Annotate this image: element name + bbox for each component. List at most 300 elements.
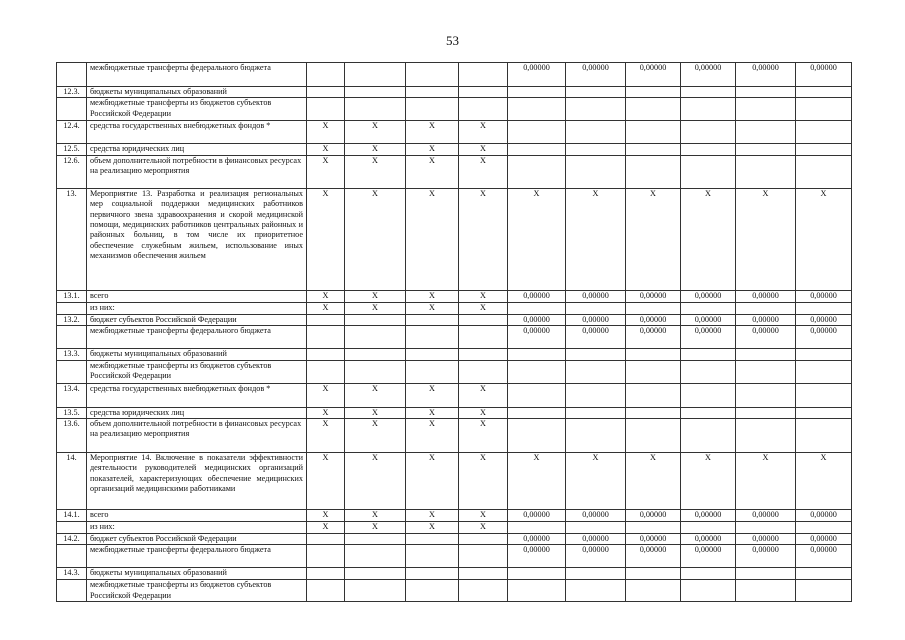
table-row [57, 87, 852, 98]
row-description: межбюджетные трансферты федерального бюджета [87, 545, 307, 568]
row-description: межбюджетные трансферты федерального бюджета [87, 63, 307, 87]
indicator-cell-2: X [345, 121, 406, 144]
table-row [57, 580, 852, 602]
indicator-cell-2: X [345, 302, 406, 314]
table-row [57, 290, 852, 302]
value-cell-5 [508, 383, 566, 407]
value-cell-10 [796, 360, 852, 383]
value-cell-9 [736, 155, 796, 188]
value-cell-9: 0,00000 [736, 545, 796, 568]
value-cell-9: 0,00000 [736, 510, 796, 522]
indicator-cell-4 [459, 314, 508, 325]
indicator-cell-3: X [406, 510, 459, 522]
value-cell-10: 0,00000 [796, 510, 852, 522]
value-cell-10 [796, 383, 852, 407]
value-cell-6: 0,00000 [566, 326, 626, 349]
value-cell-6 [566, 144, 626, 155]
value-cell-8 [681, 144, 736, 155]
indicator-cell-4: X [459, 383, 508, 407]
indicator-cell-1: X [307, 302, 345, 314]
value-cell-6 [566, 419, 626, 453]
value-cell-7 [626, 407, 681, 418]
indicator-cell-4: X [459, 453, 508, 510]
indicator-cell-2 [345, 63, 406, 87]
indicator-cell-1 [307, 534, 345, 545]
value-cell-5: 0,00000 [508, 510, 566, 522]
indicator-cell-4 [459, 63, 508, 87]
value-cell-10 [796, 98, 852, 121]
value-cell-8 [681, 580, 736, 602]
table-row [57, 407, 852, 418]
value-cell-7: X [626, 188, 681, 290]
value-cell-7: 0,00000 [626, 314, 681, 325]
indicator-cell-4: X [459, 144, 508, 155]
indicator-cell-4: X [459, 407, 508, 418]
value-cell-9 [736, 121, 796, 144]
indicator-cell-3 [406, 568, 459, 580]
indicator-cell-2: X [345, 290, 406, 302]
value-cell-8: 0,00000 [681, 314, 736, 325]
value-cell-8 [681, 302, 736, 314]
value-cell-7 [626, 383, 681, 407]
row-description: из них: [87, 522, 307, 534]
value-cell-6 [566, 302, 626, 314]
value-cell-7: 0,00000 [626, 326, 681, 349]
indicator-cell-2 [345, 580, 406, 602]
row-description: Мероприятие 13. Разработка и реализация региональных мер социальной поддержки медицинских работников первичного звена здравоохранения и скорой медицинской помощи, медицинских работников центральных районных и районных больниц, в том числе их приоритетное обеспечение служебным жильем, использование иных механизмов обеспечения жильем [87, 188, 307, 290]
row-number [57, 302, 87, 314]
indicator-cell-4 [459, 580, 508, 602]
table-row [57, 419, 852, 453]
value-cell-8 [681, 98, 736, 121]
table-row [57, 545, 852, 568]
value-cell-5: 0,00000 [508, 326, 566, 349]
table-row [57, 326, 852, 349]
value-cell-10 [796, 121, 852, 144]
indicator-cell-1: X [307, 290, 345, 302]
indicator-cell-2: X [345, 522, 406, 534]
indicator-cell-3 [406, 326, 459, 349]
value-cell-9 [736, 419, 796, 453]
value-cell-7: X [626, 453, 681, 510]
value-cell-7 [626, 144, 681, 155]
value-cell-7 [626, 98, 681, 121]
value-cell-6: 0,00000 [566, 534, 626, 545]
row-number [57, 63, 87, 87]
indicator-cell-3 [406, 534, 459, 545]
value-cell-9 [736, 349, 796, 360]
value-cell-9 [736, 302, 796, 314]
indicator-cell-4: X [459, 121, 508, 144]
value-cell-9 [736, 580, 796, 602]
indicator-cell-4 [459, 568, 508, 580]
table-row [57, 314, 852, 325]
value-cell-5: 0,00000 [508, 290, 566, 302]
row-description: всего [87, 510, 307, 522]
value-cell-5: 0,00000 [508, 63, 566, 87]
indicator-cell-1: X [307, 407, 345, 418]
value-cell-6: 0,00000 [566, 63, 626, 87]
value-cell-5 [508, 349, 566, 360]
value-cell-9: 0,00000 [736, 534, 796, 545]
row-description: объем дополнительной потребности в финансовых ресурсах на реализацию мероприятия [87, 419, 307, 453]
indicator-cell-2 [345, 314, 406, 325]
indicator-cell-2 [345, 360, 406, 383]
value-cell-7 [626, 302, 681, 314]
indicator-cell-2: X [345, 453, 406, 510]
row-number: 13.5. [57, 407, 87, 418]
indicator-cell-2 [345, 545, 406, 568]
value-cell-10 [796, 155, 852, 188]
value-cell-6: 0,00000 [566, 510, 626, 522]
row-number [57, 326, 87, 349]
indicator-cell-1: X [307, 510, 345, 522]
value-cell-5 [508, 522, 566, 534]
value-cell-9 [736, 98, 796, 121]
value-cell-6 [566, 568, 626, 580]
table-row [57, 188, 852, 290]
value-cell-6: 0,00000 [566, 314, 626, 325]
row-description: бюджет субъектов Российской Федерации [87, 534, 307, 545]
value-cell-8: 0,00000 [681, 63, 736, 87]
indicator-cell-3: X [406, 522, 459, 534]
indicator-cell-4 [459, 534, 508, 545]
value-cell-8 [681, 349, 736, 360]
value-cell-7 [626, 522, 681, 534]
indicator-cell-3: X [406, 383, 459, 407]
value-cell-10 [796, 302, 852, 314]
value-cell-7: 0,00000 [626, 534, 681, 545]
value-cell-6 [566, 87, 626, 98]
indicator-cell-1: X [307, 188, 345, 290]
table-row [57, 349, 852, 360]
indicator-cell-1 [307, 87, 345, 98]
indicator-cell-4: X [459, 302, 508, 314]
indicator-cell-2 [345, 534, 406, 545]
value-cell-9 [736, 87, 796, 98]
value-cell-5: X [508, 188, 566, 290]
row-description: объем дополнительной потребности в финансовых ресурсах на реализацию мероприятия [87, 155, 307, 188]
indicator-cell-1 [307, 580, 345, 602]
value-cell-9 [736, 360, 796, 383]
row-description: межбюджетные трансферты из бюджетов субъектов Российской Федерации [87, 580, 307, 602]
indicator-cell-3: X [406, 155, 459, 188]
indicator-cell-3: X [406, 188, 459, 290]
value-cell-5 [508, 360, 566, 383]
row-description: бюджет субъектов Российской Федерации [87, 314, 307, 325]
indicator-cell-4: X [459, 419, 508, 453]
page-number: 53 [446, 33, 459, 48]
row-description: бюджеты муниципальных образований [87, 349, 307, 360]
value-cell-10: X [796, 453, 852, 510]
indicator-cell-4 [459, 98, 508, 121]
value-cell-9: X [736, 453, 796, 510]
row-number: 13. [57, 188, 87, 290]
value-cell-5: 0,00000 [508, 314, 566, 325]
value-cell-5 [508, 568, 566, 580]
value-cell-10: 0,00000 [796, 63, 852, 87]
value-cell-5: 0,00000 [508, 545, 566, 568]
row-description: бюджеты муниципальных образований [87, 87, 307, 98]
indicator-cell-4: X [459, 510, 508, 522]
value-cell-7: 0,00000 [626, 545, 681, 568]
indicator-cell-3: X [406, 407, 459, 418]
value-cell-5 [508, 419, 566, 453]
indicator-cell-4 [459, 326, 508, 349]
indicator-cell-3 [406, 63, 459, 87]
indicator-cell-3 [406, 580, 459, 602]
value-cell-10 [796, 349, 852, 360]
indicator-cell-2: X [345, 144, 406, 155]
indicator-cell-1: X [307, 419, 345, 453]
indicator-cell-2: X [345, 188, 406, 290]
value-cell-7: 0,00000 [626, 510, 681, 522]
value-cell-6 [566, 407, 626, 418]
indicator-cell-2: X [345, 510, 406, 522]
indicator-cell-3: X [406, 144, 459, 155]
value-cell-5 [508, 144, 566, 155]
value-cell-7 [626, 580, 681, 602]
value-cell-9 [736, 144, 796, 155]
value-cell-8 [681, 522, 736, 534]
value-cell-8: 0,00000 [681, 326, 736, 349]
value-cell-6 [566, 349, 626, 360]
value-cell-7 [626, 568, 681, 580]
indicator-cell-1 [307, 360, 345, 383]
indicator-cell-1 [307, 545, 345, 568]
value-cell-5 [508, 580, 566, 602]
value-cell-6: 0,00000 [566, 545, 626, 568]
value-cell-9 [736, 407, 796, 418]
value-cell-10: 0,00000 [796, 290, 852, 302]
value-cell-10 [796, 87, 852, 98]
indicator-cell-1 [307, 349, 345, 360]
indicator-cell-1: X [307, 121, 345, 144]
indicator-cell-1 [307, 98, 345, 121]
row-number: 14.2. [57, 534, 87, 545]
indicator-cell-1: X [307, 522, 345, 534]
value-cell-8 [681, 419, 736, 453]
row-description: межбюджетные трансферты из бюджетов субъектов Российской Федерации [87, 98, 307, 121]
value-cell-7 [626, 360, 681, 383]
indicator-cell-1 [307, 63, 345, 87]
row-number: 12.6. [57, 155, 87, 188]
indicator-cell-3 [406, 314, 459, 325]
value-cell-5 [508, 155, 566, 188]
value-cell-6 [566, 98, 626, 121]
table-row [57, 534, 852, 545]
budget-table [56, 62, 852, 602]
indicator-cell-2: X [345, 407, 406, 418]
value-cell-5 [508, 121, 566, 144]
value-cell-8: X [681, 188, 736, 290]
value-cell-7 [626, 349, 681, 360]
value-cell-8 [681, 383, 736, 407]
indicator-cell-1: X [307, 155, 345, 188]
row-description: межбюджетные трансферты федерального бюджета [87, 326, 307, 349]
value-cell-10: 0,00000 [796, 314, 852, 325]
value-cell-6 [566, 522, 626, 534]
row-description: Мероприятие 14. Включение в показатели эффективности деятельности руководителей медицинских организаций показателей, характеризующих обеспечение медицинских организаций медицинскими работниками [87, 453, 307, 510]
value-cell-10 [796, 144, 852, 155]
indicator-cell-2 [345, 87, 406, 98]
value-cell-8 [681, 87, 736, 98]
value-cell-8: 0,00000 [681, 534, 736, 545]
row-number: 13.4. [57, 383, 87, 407]
value-cell-8: 0,00000 [681, 545, 736, 568]
row-number [57, 580, 87, 602]
indicator-cell-4 [459, 545, 508, 568]
row-number: 13.1. [57, 290, 87, 302]
value-cell-10: 0,00000 [796, 326, 852, 349]
indicator-cell-3 [406, 87, 459, 98]
indicator-cell-3: X [406, 419, 459, 453]
indicator-cell-4: X [459, 522, 508, 534]
value-cell-7 [626, 87, 681, 98]
indicator-cell-2: X [345, 383, 406, 407]
indicator-cell-4 [459, 360, 508, 383]
table-row [57, 155, 852, 188]
value-cell-10 [796, 568, 852, 580]
value-cell-8 [681, 407, 736, 418]
indicator-cell-3 [406, 349, 459, 360]
value-cell-5 [508, 407, 566, 418]
indicator-cell-1 [307, 568, 345, 580]
indicator-cell-2 [345, 568, 406, 580]
row-description: средства юридических лиц [87, 144, 307, 155]
indicator-cell-1: X [307, 383, 345, 407]
row-description: средства государственных внебюджетных фондов * [87, 121, 307, 144]
value-cell-9: 0,00000 [736, 290, 796, 302]
row-description: из них: [87, 302, 307, 314]
indicator-cell-1: X [307, 453, 345, 510]
value-cell-5 [508, 87, 566, 98]
value-cell-7 [626, 419, 681, 453]
value-cell-10 [796, 522, 852, 534]
value-cell-7: 0,00000 [626, 290, 681, 302]
indicator-cell-1: X [307, 144, 345, 155]
value-cell-6 [566, 360, 626, 383]
value-cell-9 [736, 522, 796, 534]
row-number: 14. [57, 453, 87, 510]
value-cell-6 [566, 155, 626, 188]
table-row [57, 121, 852, 144]
row-number: 13.3. [57, 349, 87, 360]
value-cell-10: 0,00000 [796, 545, 852, 568]
value-cell-8 [681, 360, 736, 383]
value-cell-8 [681, 568, 736, 580]
indicator-cell-3: X [406, 453, 459, 510]
table-row [57, 302, 852, 314]
value-cell-9 [736, 383, 796, 407]
indicator-cell-1 [307, 326, 345, 349]
row-description: всего [87, 290, 307, 302]
indicator-cell-4 [459, 87, 508, 98]
row-description: средства юридических лиц [87, 407, 307, 418]
indicator-cell-4: X [459, 155, 508, 188]
indicator-cell-3 [406, 360, 459, 383]
row-number [57, 522, 87, 534]
row-number [57, 545, 87, 568]
value-cell-6: X [566, 188, 626, 290]
value-cell-7 [626, 155, 681, 188]
value-cell-8 [681, 155, 736, 188]
indicator-cell-4: X [459, 188, 508, 290]
value-cell-10: 0,00000 [796, 534, 852, 545]
value-cell-5 [508, 302, 566, 314]
indicator-cell-4: X [459, 290, 508, 302]
value-cell-6 [566, 580, 626, 602]
row-number: 13.6. [57, 419, 87, 453]
row-description: средства государственных внебюджетных фондов * [87, 383, 307, 407]
value-cell-9: 0,00000 [736, 314, 796, 325]
table-row [57, 383, 852, 407]
value-cell-10 [796, 407, 852, 418]
indicator-cell-3 [406, 545, 459, 568]
indicator-cell-2: X [345, 419, 406, 453]
indicator-cell-2: X [345, 155, 406, 188]
value-cell-9: 0,00000 [736, 326, 796, 349]
value-cell-5 [508, 98, 566, 121]
value-cell-7 [626, 121, 681, 144]
value-cell-5: 0,00000 [508, 534, 566, 545]
row-number: 12.3. [57, 87, 87, 98]
table-row [57, 453, 852, 510]
table-row [57, 568, 852, 580]
table-row [57, 510, 852, 522]
table-row [57, 522, 852, 534]
value-cell-6: 0,00000 [566, 290, 626, 302]
value-cell-8: X [681, 453, 736, 510]
row-description: межбюджетные трансферты из бюджетов субъектов Российской Федерации [87, 360, 307, 383]
row-number: 13.2. [57, 314, 87, 325]
value-cell-7: 0,00000 [626, 63, 681, 87]
value-cell-10 [796, 580, 852, 602]
indicator-cell-3: X [406, 302, 459, 314]
value-cell-10: X [796, 188, 852, 290]
row-description: бюджеты муниципальных образований [87, 568, 307, 580]
value-cell-6 [566, 383, 626, 407]
value-cell-8: 0,00000 [681, 290, 736, 302]
value-cell-8 [681, 121, 736, 144]
row-number [57, 98, 87, 121]
indicator-cell-2 [345, 326, 406, 349]
table-body [57, 63, 852, 602]
indicator-cell-1 [307, 314, 345, 325]
indicator-cell-3: X [406, 290, 459, 302]
row-number: 12.4. [57, 121, 87, 144]
row-number: 14.1. [57, 510, 87, 522]
table-row [57, 63, 852, 87]
value-cell-6: X [566, 453, 626, 510]
row-number [57, 360, 87, 383]
value-cell-10 [796, 419, 852, 453]
row-number: 12.5. [57, 144, 87, 155]
table-row [57, 98, 852, 121]
value-cell-8: 0,00000 [681, 510, 736, 522]
indicator-cell-3: X [406, 121, 459, 144]
value-cell-5: X [508, 453, 566, 510]
table-row [57, 144, 852, 155]
row-number: 14.3. [57, 568, 87, 580]
value-cell-9: X [736, 188, 796, 290]
indicator-cell-4 [459, 349, 508, 360]
indicator-cell-2 [345, 349, 406, 360]
indicator-cell-3 [406, 98, 459, 121]
value-cell-9: 0,00000 [736, 63, 796, 87]
indicator-cell-2 [345, 98, 406, 121]
value-cell-9 [736, 568, 796, 580]
